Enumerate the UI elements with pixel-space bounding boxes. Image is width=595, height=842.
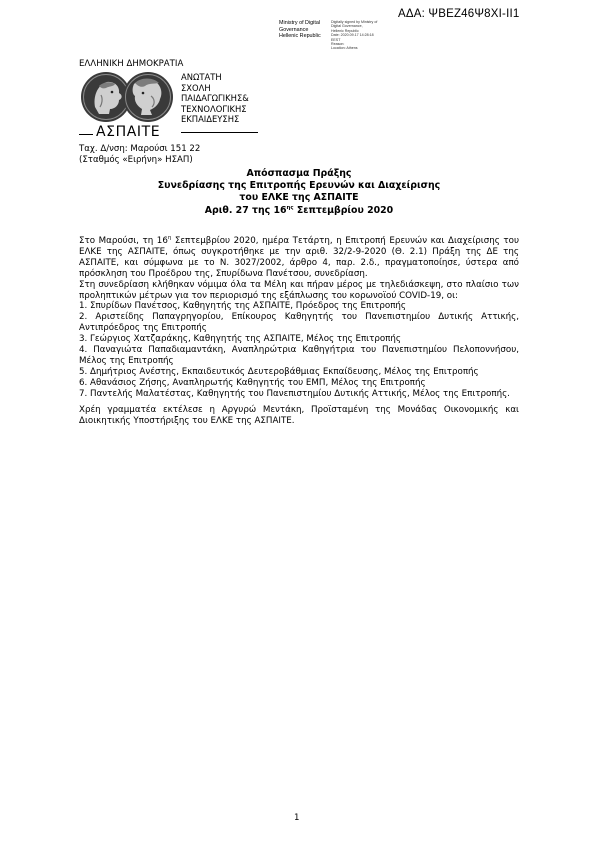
school-name-line: ΑΝΩΤΑΤΗ — [181, 72, 222, 82]
school-logo-coins-icon — [79, 71, 175, 123]
title-line-4-date: Σεπτεμβρίου 2020 — [293, 204, 394, 216]
member-item: 1. Σπυρίδων Πανέτσος, Καθηγητής της ΑΣΠΑΙΤΕ, Πρόεδρος της Επιτροπής — [79, 301, 407, 312]
title-line-1: Απόσπασμα Πράξης — [246, 168, 352, 179]
paragraph-intro — [79, 236, 519, 280]
logo-dash — [79, 134, 93, 135]
signature-fine-line: Date: 2020.09.17 14:28:18 — [331, 33, 374, 38]
member-item: 4. Παναγιώτα Παπαδιαμαντάκη, Αναπληρώτρια Καθηγήτρια του Πανεπιστημίου Πελοποννήσου, Μέλος της Επιτροπής — [79, 345, 519, 366]
ada-code: ΑΔΑ: ΨΒΕΖ46Ψ8ΧΙ-ΙΙ1 — [398, 8, 520, 20]
intro-ordinal-suffix: η — [167, 235, 172, 241]
government-heading: ΕΛΛΗΝΙΚΗ ΔΗΜΟΚΡΑΤΙΑ — [79, 59, 184, 69]
signature-fine-line: EEST — [331, 37, 341, 42]
member-item: 3. Γεώργιος Χατζαράκης, Καθηγητής της ΑΣΠΑΙΤΕ, Μέλος της Επιτροπής — [79, 334, 402, 345]
signature-label-governance: Governance — [279, 26, 309, 33]
title-line-3: του ΕΛΚΕ της ΑΣΠΑΙΤΕ — [239, 192, 359, 204]
school-name — [181, 72, 249, 125]
signature-label-ministry: Ministry of Digital — [279, 20, 321, 26]
title-line-4 — [79, 205, 519, 217]
school-name-line: ΠΑΙΔΑΓΩΓΙΚΗΣ& — [181, 93, 249, 104]
school-name-line: ΣΧΟΛΗ — [181, 82, 211, 93]
document-title — [79, 168, 519, 217]
address-line: (Σταθμός «Ειρήνη» ΗΣΑΠ) — [79, 154, 193, 165]
school-underline — [181, 132, 258, 133]
school-name-line: ΕΚΠΑΙΔΕΥΣΗΣ — [181, 114, 240, 125]
paragraph-secretary: Χρέη γραμματέα εκτέλεσε η Αργυρώ Μεντάκη, Προϊσταμένη της Μονάδας Οικονομικής και Διοικητικής Υποστήριξης του ΕΛΚΕ της ΑΣΠΑΙΤΕ. — [79, 404, 519, 426]
signature-fine-line: Digital Governance, — [331, 24, 363, 29]
digital-signature-stamp — [279, 20, 439, 51]
school-name-line: ΤΕΧΝΟΛΟΓΙΚΗΣ — [181, 103, 247, 114]
signature-fine-line: Location: Athens — [331, 46, 358, 51]
signature-fine-line: Hellenic Republic — [331, 28, 359, 33]
page-number: 1 — [294, 813, 300, 823]
intro-start: Στο Μαρούσι, τη 16 — [79, 236, 168, 246]
title-line-2: Συνεδρίασης της Επιτροπής Ερευνών και Διαχείρισης — [157, 180, 441, 192]
address-block — [79, 144, 200, 165]
document-body — [79, 236, 519, 426]
paragraph-attendance: Στη συνεδρίαση κλήθηκαν νόμιμα όλα τα Μέλη και πήραν μέρος με τηλεδιάσκεψη, στο πλαίσιο των προληπτικών μέτρων για τον περιορισμό της εξάπλωσης του κορωνοϊού COVID-19, οι: — [79, 279, 519, 301]
member-item: 5. Δημήτριος Ανέστης, Εκπαιδευτικός Δευτεροβάθμιας Εκπαίδευσης, Μέλος της Επιτροπής — [79, 366, 479, 377]
title-line-4-text: Αριθ. 27 της 16 — [204, 204, 287, 216]
member-item: 2. Αριστείδης Παπαγρηγορίου, Επίκουρος Καθηγητής του Πανεπιστημίου Δυτικής Αττικής, Αντιπρόεδρος της Επιτροπής — [79, 312, 519, 334]
member-item: 6. Αθανάσιος Ζήσης, Αναπληρωτής Καθηγητής του ΕΜΠ, Μέλος της Επιτροπής — [79, 377, 426, 388]
logo-wordmark: ΑΣΠΑΙΤΕ — [96, 124, 161, 140]
signature-label-republic: Hellenic Republic — [279, 33, 321, 40]
signature-fine-line: Reason: — [331, 42, 345, 47]
member-item: 7. Παντελής Μαλατέστας, Καθηγητής του Πανεπιστημίου Δυτικής Αττικής, Μέλος της Επιτροπής. — [79, 388, 510, 399]
intro-rest: Σεπτεμβρίου 2020, ημέρα Τετάρτη, η Επιτροπή Ερευνών και Διαχείρισης του ΕΛΚΕ της ΑΣΠΑΙΤΕ, όπως συγκροτήθηκε με την αριθ. 32/2-9-2020 (Θ. 2.1) Πράξη της ΔΕ της ΑΣΠΑΙΤΕ, και σύμφωνα με το Ν. 3027/2002, άρθρο 4, παρ. 2.δ., πραγματοποίησε, ύστερα από πρόσκληση του Προέδρου της, Σπυρίδωνα Πανέτσου, συνεδρίαση. — [79, 236, 519, 279]
right-coin-icon — [123, 72, 173, 122]
title-ordinal-suffix: ης — [286, 204, 294, 211]
signature-fine-line: Digitally signed by Ministry of — [331, 20, 378, 24]
address-line: Ταχ. Δ/νση: Μαρούσι 151 22 — [79, 144, 201, 154]
